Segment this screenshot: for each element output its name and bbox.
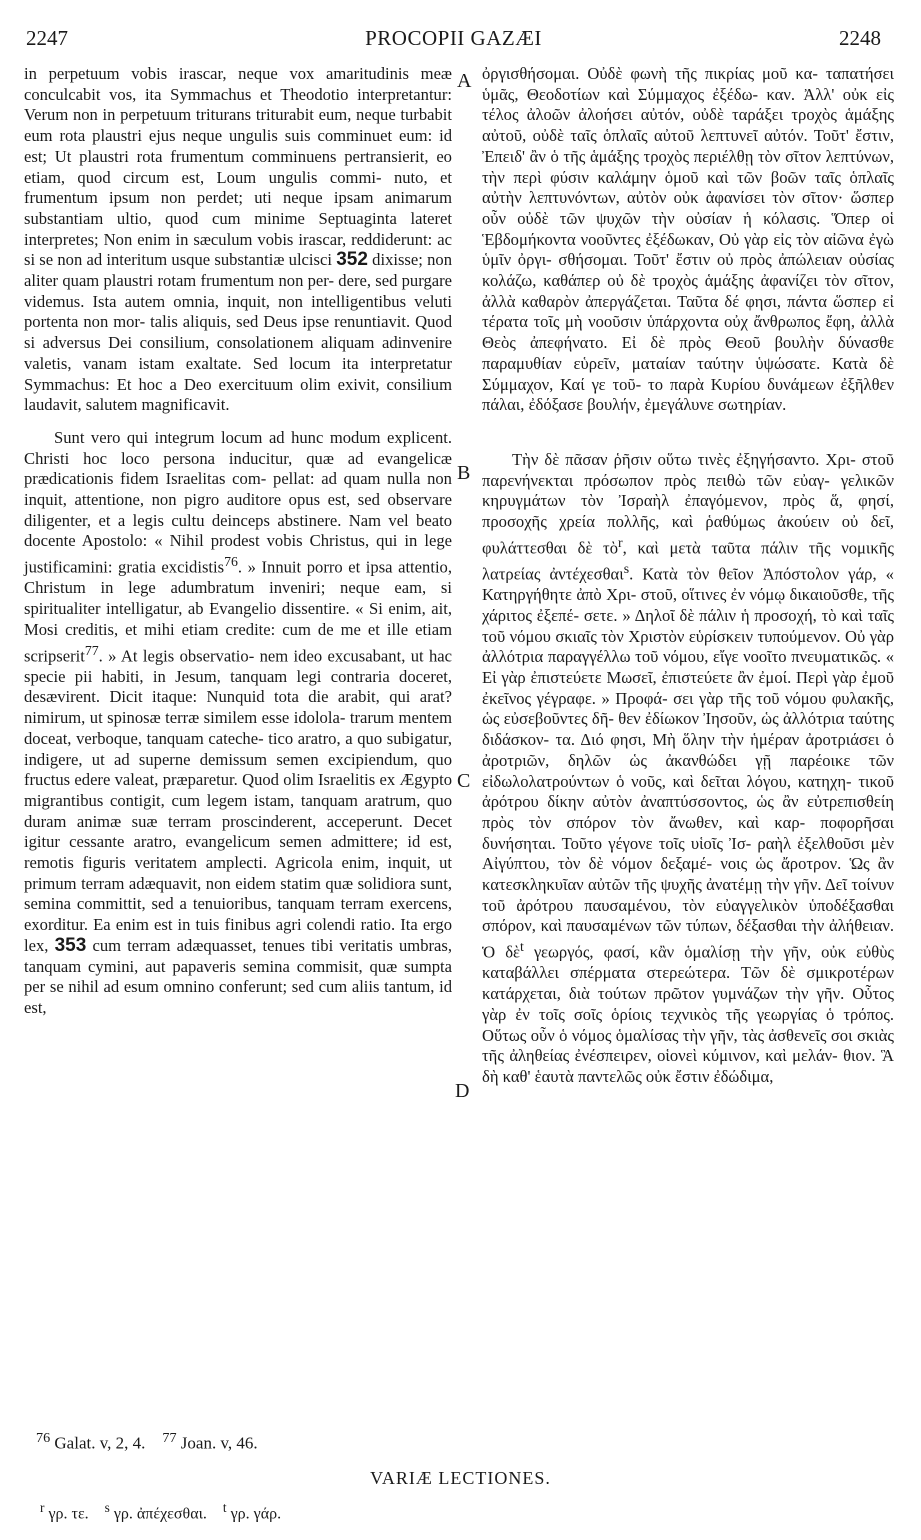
latin-line: . » At legis observatio- [98,646,255,666]
latin-line: edere valeat, præparetur. Quod olim Israelitis ex [74,770,396,790]
latin-line: statim quæ solidiora sunt, semina committit, sed a [24,873,452,914]
footnote-76-text: Galat. v, 2, 4. [54,1433,146,1453]
greek-line: ἅ, φησί, προσοχῆς χρεία πολλῆς, καὶ ῥαθύμως [482,491,894,532]
greek-line: ταύτην ὑψώσατε. Κατὰ δὲ Σύμμαχον, Καί γε τοῦ- [482,353,894,394]
latin-line: interpretantur: Verum non in perpetuum triturans [24,84,452,125]
latin-line: Ea enim est in tuis finibus agri colendi ratio. Ita [93,915,418,935]
greek-line: Τὴν δὲ πᾶσαν ῥῆσιν οὕτω τινὲς ἐξηγήσαντο. Χρι- [512,449,856,469]
greek-line: οὐδὲ ταράξει τροχὸς ἁμάξης αὐτοῦ, οὐδὲ ταῖς [482,105,894,146]
greek-line: , καὶ μετὰ ταῦτα [622,538,751,558]
greek-line: θεν ἐδίωκον Ἰησοῦν, ὡς ἀλλότρια ταύτης διδάσκον- [482,709,894,750]
variant-mark-t: t [222,1500,227,1515]
variant-s-text: γρ. ἀπέχεσθαι. [113,1505,207,1523]
greek-line: Ὁ δὲ [482,942,521,962]
latin-line: trarum mentem doceat, verboque, tanquam cateche- [24,708,452,748]
latin-line: ad evangelicæ prædicationis fidem Israelitas com- [24,448,453,489]
latin-line: magnificavit. [141,395,230,415]
latin-line: . » [237,557,256,577]
greek-line: καὶ παυσαμένων τῶν τύπων, δέξασθαι τὴν ἀλήθειαν. [540,916,894,936]
margin-letter-c: C [457,770,471,792]
greek-column [482,64,894,1088]
greek-line: ψυχῆς ἀνατέμῃ τὴν γῆν. Δεῖ τοίνυν τοῦ ἀρότρου [482,875,894,915]
greek-line: σθήσομαι. Τοῦτ' ἔστιν οὐ πρὸς ἀπώλειαν οὐσίας [558,250,895,270]
latin-line: ait, Mosi creditis, et mihi etiam credite: cum de [24,599,452,639]
variant-r-text: γρ. τε. [48,1505,89,1523]
greek-line: το παρὰ Κυρίου δυνάμεων ἐξῆλθεν πάλαι, [482,374,894,415]
greek-line: καν. Ἀλλ' οὐκ εἰς τέλος ἀλοῶν ἀλοήσει αὐτόν, [482,84,895,125]
latin-line: talis aliquis, sed Deus ipse renuntiavit. Quod si [24,312,452,353]
greek-line: νοις ὡς ἄροτρον. Ὡς ἂν κατεσκληκυῖαν αὐτῶν τῆς [482,854,894,895]
latin-line: minime Septuaginta lateret interpretes; Non enim in [24,208,452,249]
latin-line: in perpetuum vobis irascar, neque vox amaritudinis [24,64,409,83]
greek-line: ἀφανίσει τὸν σῖτον· ὥσπερ οὖν οὐδὲ τῶν ψυχῶν τὴν [482,188,894,228]
latin-paragraph-1 [24,64,452,416]
greek-line: Θεοῦ βουλὴν δύνασθε παραμυθίαν εὑρεῖν, ματαίαν [482,333,894,373]
greek-line: Ἐπειδ' ἂν ὁ τῆς ἁμάξης τροχὸς περιέλθῃ τὸν σῖτον [482,146,821,166]
greek-line: . Κατὰ [629,564,678,584]
greek-line: τεχνικὸς τῆς γεωργίας ὁ τρόπος. Οὕτως οὖν ὁ νόμος [482,1004,894,1045]
latin-line: dere, sed purgare videmus. Ista autem omnia, [24,271,452,311]
latin-line: Jesum, tanquam legi contraria doceret, desævirent. [24,666,452,707]
greek-line: λεπτύνων, τὴν περὶ φύσιν καλάμην ὁμοῦ καὶ τῶν [482,146,894,187]
greek-line: πάλιν τῆς νομικῆς λατρείας ἀντέχεσθαι [482,538,894,584]
latin-line: adumbratum inveniri; neque eam, si spiritualiter [24,578,452,619]
column-number-352: 352 [336,249,368,271]
greek-line: τὸν θεῖον Ἀπόστολον γάρ, « Κατηργήθητε ἀπὸ Χρι- [482,564,894,605]
variae-lectiones-title: VARIÆ LECTIONES. [370,1468,551,1488]
latin-line: proscinderent, acceperunt. Decet igitur cessante [24,811,452,852]
latin-line: intelligatur, ab Evangelio dissentire. « Si enim, [106,599,426,619]
greek-line: ὁπλαῖς αὐτοῦ λεπτυνεῖ αὐτόν. Τοῦτ' ἔστιν, [603,126,894,146]
variant-mark-r: r [40,1500,45,1515]
latin-line: superne demissum semen excipiendum, quo fructus [24,749,452,790]
latin-line: exercituum olim exivit, consilium laudavit, salutem [24,374,452,415]
latin-line: nuto, et frumentum ipsum non perdet; uti neque [24,167,453,208]
footnote-ref-77: 77 [84,642,99,658]
margin-letter-b: B [457,462,471,484]
greek-line: στοῦ, οἵτινες ἐν νόμῳ δικαιοῦσθε, τῆς χάριτος ἐξεπέ- [482,585,894,625]
greek-line: δὲ σμικροτέρων κατάρχεται, διὰ τούτων πρῶτον [482,963,894,1004]
greek-line: γεωργός, φασί, κἂν ὁμαλίσῃ τὴν γῆν, [533,942,811,962]
greek-line: στοῦ παρενήνεκται πρόσωπον πρὸς πειθὼ τῶν εὐαγ- [482,449,894,490]
greek-line: πνευματικῶς. « Εἰ γὰρ ἐπιστεύετε Μωσεῖ, ἐπιστεύετε [482,647,894,688]
latin-column [24,64,452,1019]
greek-line: ἀκούειν οὐ δεῖ, φυλάττεσθαι δὲ τὸ [482,512,894,558]
latin-line: dixisse; [372,250,423,270]
variant-t-text: γρ. γάρ. [230,1505,282,1523]
latin-line: qui in lege justificamini: gratia excidistis [24,531,452,577]
greek-line: γυμνάζων τὴν γῆν. Οὗτος γὰρ ἐν τοῖς σοῖς ὁρίοις [482,984,894,1024]
latin-line: omnino conferunt; sed cum aliis tantum, id est, [24,977,452,1017]
latin-line: locum ita interpretatur Symmachus: Et hoc a Deo [24,353,452,394]
page-number-right: 2248 [839,26,881,50]
greek-line: οὐσίαν ἡ κόλασις. Ὅπερ οἱ Ἑβδομήκοντα νοοῦντες [482,208,894,249]
latin-line: sæculum vobis irascar, reddiderunt: ac si se non ad [24,229,452,270]
latin-line: Sunt vero qui integrum locum ad hunc modum [54,427,381,447]
greek-line: σει γὰρ τῆς τοῦ νόμου φυλακῆς, ὡς εὐσεβοῦντες δῆ- [482,688,894,729]
greek-paragraph-1 [482,64,894,416]
latin-line: Ægypto migrantibus contigit, cum legem istam, [24,770,452,810]
greek-line: τα. Διό φησι, Μὴ ὅλην τὴν ἡμέραν ἀροτριάσει [555,730,880,750]
greek-line: πάντα ὥσπερ εἰ τέρατα τοῖς μὴ νοοῦσιν ὑπάρχοντα [482,291,894,332]
greek-line: θιον. Ἃ δὴ καθ' ἑαυτὰ παντελῶς οὐκ ἔστιν ἐδώδιμα, [482,1046,894,1086]
footnote-number-76: 76 [36,1430,51,1446]
footnote-ref-76: 76 [224,554,238,570]
footnotes [36,1430,258,1454]
latin-line: inquit, non intelligentibus veluti portenta non mor- [24,291,452,332]
greek-line: γελικῶν κηρυγμάτων τὸν Ἰσραὴλ ἐπαγόμενον, πρὸς [482,470,894,511]
latin-line: interitum usque substantiæ ulcisci [106,250,332,270]
greek-line: σετε. » Δηλοῖ δὲ πάλιν ἡ προσοχή, τὸ καὶ ταῖς τοῦ [482,605,894,646]
greek-paragraph-2 [482,450,894,1088]
latin-line: meæ conculcabit vos, ita Symmachus et Theodotio [24,64,452,104]
greek-line: ὁμαλίσας τὴν γῆν, τὰς ἀσθενεῖς σοι σκιὰς τῆς [482,1025,894,1066]
latin-line: semina commisit, quæ sumpta per se nihil ad esum [24,956,452,997]
latin-line: veritatis umbras, tanquam cymini, aut papaveris [24,935,452,976]
variant-ref-t: t [520,939,524,955]
latin-line: Dicit itaque: Nunquid tota die arabit, qui arat? [109,687,453,707]
greek-line: σῖτον, ἀλλὰ καθαρὸν ἀπεργάζεται. Ταῦτα δέ φησι, [482,271,894,311]
greek-line: ραὴλ ἐξελθοῦσι μὲν Αἰγύπτου, τὸν δὲ νόμον δεξαμέ- [482,833,894,874]
latin-line: tenuioribus, tanquam terram exercens, exorditur. [24,894,452,935]
greek-line: γὰρ ἀλλότρια παραγγέλλω τοῦ νόμου, εἴγε νοοῖτο [482,626,894,667]
greek-line: οὐχ ἄνθρωπος ἔφη, ἀλλὰ Θεὸς ἀπεφήνατο. Εἰ δὲ πρὸς [482,312,894,353]
latin-line: docente Apostolo: « Nihil prodest vobis Christus, [24,531,370,551]
greek-line: παυσαμένου, τὸν εὐαγγελικὸν ὑποδέξασθαι σπόρον, [482,895,894,936]
variant-readings [40,1500,281,1523]
page-number-left: 2247 [26,26,68,50]
greek-line: ὁ ἀροτριῶν, δηλῶν ὡς ἀκανθώδει γῇ παρέοικε τῶν [482,730,894,770]
running-title: PROCOPII GAZÆI [365,26,542,50]
latin-line: tanquam aratrum, quo duram animæ suæ terram [24,790,452,831]
latin-line: pellat: ad quam nulla non inquit, attentione, non [24,469,452,510]
footnote-77-text: Joan. v, 46. [180,1433,258,1453]
greek-line: ταπατήσει ὑμᾶς, Θεοδοτίων καὶ Σύμμαχος ἐξέδω- [482,64,894,104]
margin-letter-a: A [457,70,472,92]
column-number-353: 353 [54,934,87,956]
latin-line: Innuit porro et ipsa attentio, Christum in lege [24,557,452,598]
latin-line: adinvenire valetis, vanam istam exaltate. Sed [24,333,452,373]
greek-line: βοῶν ταῖς ὁπλαῖς αὐτὴν λεπτυνόντων, αὐτὸν οὐκ [482,167,894,208]
greek-line: ἀληθείας ἐνέσπειρεν, οἱονεὶ κύμινον, καὶ μελάν- [509,1046,838,1066]
latin-line: inquit, ut primum terram adæquavit, non eidem [24,853,452,893]
latin-line: explicent. Christi hoc loco persona inducitur, quæ [24,427,453,468]
latin-line: eo etiam, quod circum est, Loum ungulis commi- [24,146,452,187]
greek-line: ἐδόξασε βουλήν, ἐμεγάλυνε σωτηρίαν. [528,395,787,415]
latin-line: tico aratro, a quo subigatur, indigere, ut ad [24,728,452,769]
page-header [26,26,881,54]
latin-line: et a legis cultu deinceps abstinere. Nam vel beato [98,510,452,530]
latin-line: neque ungulis suis comminuet eum: id est; Ut [24,126,452,166]
latin-line: aratro, evangelicum semen admittere; id est, [133,832,452,852]
latin-line: remotis figuris veritatem amplecti. Agricola enim, [24,853,379,873]
margin-letter-d: D [455,1080,470,1102]
latin-paragraph-2 [24,428,452,1019]
variant-mark-s: s [104,1500,110,1515]
greek-line: κολάζω, καθάπερ οὐ δὲ τροχὸς ἁμάξης ἀφανίζει τὸν [482,271,848,291]
latin-line: ipsam animarum substantiam ultio, quod cum [24,188,452,228]
latin-line: adversus Dei consilium, consolationem aliquam [42,333,375,353]
greek-line: ποφορῆσαι δυνήσηται. Τοῦτο γέγονε τοῖς υἱοῖς Ἰσ- [482,812,894,853]
variant-ref-s: s [623,561,630,576]
greek-line: ἂν ἐμοί. Περὶ γὰρ ἐμοῦ ἐκεῖνος γέγραφε. » Προφά- [482,668,894,708]
greek-line: οὐκ εὐθὺς καταβάλλει σπέρματα στερεώτερα. Τῶν [482,942,895,983]
greek-line: τικοῦ ἀρότρου δίκην αὐτὸν ἀναπτύσσοντος, ὡς ἂν [482,771,894,812]
latin-line: non aliter quam plaustri rotam frumentum non per- [24,250,452,291]
latin-line: me et ille etiam scripserit [24,619,452,666]
latin-line: ergo lex, [24,915,452,955]
latin-line: triturabit eum, neque turbabit eum rota plaustri ejus [24,105,452,146]
latin-line: pigro auditore opus est, sed observare diligenter, [24,490,452,530]
latin-line: plaustri rota frumentum comminuens pertransierit, [79,146,429,166]
footnote-number-77: 77 [162,1430,177,1446]
greek-line: εἰδωλολατρούντων ὁ νοῦς, καὶ δεῖται λόγου, κατηχη- [482,771,852,791]
greek-line: εὐτρεπισθείη πρὸς τὸν σπόρον τὸν ἄνωθεν, καὶ καρ- [482,792,894,832]
latin-line: cum terram adæquasset, tenues tibi [92,935,334,955]
latin-line: nem ideo excusabant, ut hac specie pii habiti, in [24,646,453,686]
greek-line: νόμου σκιαῖς τὸν Χριστὸν εὑρίσκειν τυπούμενον. Οὐ [509,626,866,646]
greek-line: ὀργισθήσομαι. Οὐδὲ φωνὴ τῆς πικρίας μοῦ κα- [482,64,818,83]
latin-line: nimirum, ut spinosæ terræ similem esse idolola- [24,708,346,728]
greek-line: ἐξέδωκαν, Οὐ γὰρ εἰς τὸν αἰῶνα ἐγὼ ὑμῖν ὀργι- [482,229,894,270]
variant-ref-r: r [618,534,623,550]
